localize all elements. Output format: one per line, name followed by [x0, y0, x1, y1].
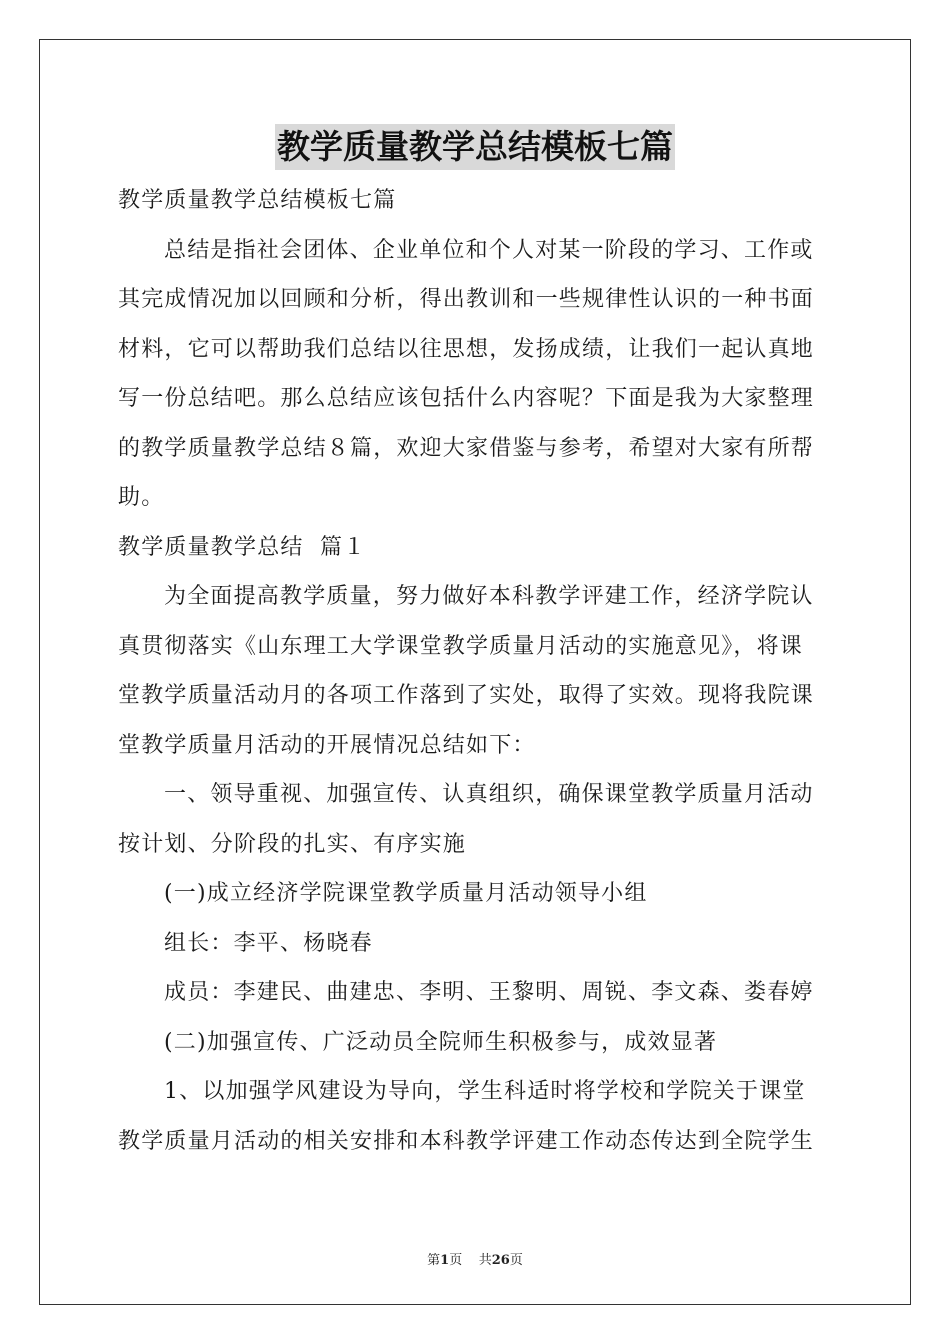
item-one-line: 1、以加强学风建设为导向，学生科适时将学校和学院关于课堂: [164, 1079, 806, 1104]
leaders-line: 组长：李平、杨晓春: [164, 930, 373, 956]
sub-heading-one: (一)成立经济学院课堂教学质量月活动领导小组: [164, 881, 648, 906]
item-one-line: 教学质量月活动的相关安排和本科教学评建工作动态传达到全院学生: [118, 1128, 815, 1154]
members-line: 成员：李建民、曲建忠、李明、王黎明、周锐、李文森、娄春婷: [164, 980, 814, 1005]
section-paragraph-line: 为全面提高教学质量，努力做好本科教学评建工作，经济学院认: [164, 584, 814, 609]
section-paragraph-line: 堂教学质量月活动的开展情况总结如下：: [118, 732, 536, 758]
total-pages: 26: [491, 1253, 510, 1268]
intro-line: 总结是指社会团体、企业单位和个人对某一阶段的学习、工作或: [164, 237, 814, 263]
title-container: [0, 124, 950, 170]
page-footer: [0, 1249, 950, 1268]
point-one-line: 一、领导重视、加强宣传、认真组织，确保课堂教学质量月活动: [164, 782, 814, 807]
section-paragraph-line: 真贯彻落实《山东理工大学课堂教学质量月活动的实施意见》，将课: [118, 633, 804, 659]
section-heading: 教学质量教学总结 篇１: [118, 534, 367, 560]
document-body: [118, 176, 834, 1166]
intro-line: 助。: [118, 485, 165, 510]
point-one-line: 按计划、分阶段的扎实、有序实施: [118, 831, 467, 857]
total-suffix: 页: [509, 1253, 523, 1268]
intro-line: 其完成情况加以回顾和分析，得出教训和一些规律性认识的一种书面: [118, 287, 815, 312]
sub-heading-two: (二)加强宣传、广泛动员全院师生积极参与，成效显著: [164, 1029, 718, 1055]
page-suffix: 页: [449, 1253, 463, 1268]
page-prefix: 第: [427, 1253, 441, 1268]
document-title: 教学质量教学总结模板七篇: [275, 124, 675, 170]
document-subtitle: 教学质量教学总结模板七篇: [118, 188, 397, 213]
total-prefix: 共: [478, 1253, 492, 1268]
section-paragraph-line: 堂教学质量活动月的各项工作落到了实处，取得了实效。现将我院课: [118, 683, 815, 708]
intro-line: 写一份总结吧。那么总结应该包括什么内容呢？下面是我为大家整理: [118, 386, 815, 411]
page-number: 1: [440, 1253, 450, 1268]
intro-line: 材料，它可以帮助我们总结以往思想，发扬成绩，让我们一起认真地: [118, 336, 815, 362]
intro-line: 的教学质量教学总结８篇，欢迎大家借鉴与参考，希望对大家有所帮: [118, 435, 815, 461]
